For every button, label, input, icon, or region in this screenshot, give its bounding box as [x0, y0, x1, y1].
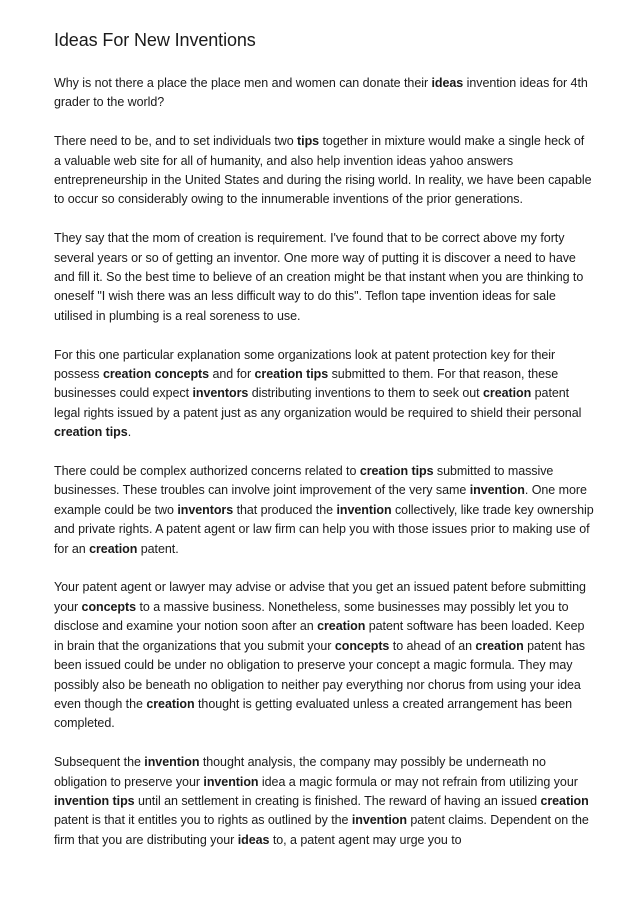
- text-run: distributing inventions to them to seek out: [248, 386, 483, 401]
- text-run: submitted to massive businesses. These troubles can involve joint improvement of the very same: [54, 464, 554, 498]
- text-run: to ahead of an: [389, 638, 476, 653]
- text-run: together in mixture would make a single heck of a valuable web site for all of humanity, and also help invention ideas yahoo answers entrepreneurship in the United States and during the rising world. In reality, we have been capable to occur so considerably owing to the innumerable inventions of the prior generations.: [54, 134, 592, 207]
- bold-keyword: creation tips: [254, 367, 329, 382]
- text-run: patent is that it entitles you to rights as outlined by the: [54, 813, 352, 828]
- bold-keyword: invention tips: [54, 793, 135, 808]
- bold-keyword: tips: [297, 134, 320, 149]
- document-page: [54, 26, 594, 870]
- document-body: [54, 74, 594, 850]
- text-run: For this one particular explanation some organizations look at patent protection key for their possess: [54, 347, 556, 382]
- text-run: . One more example could be two: [54, 483, 587, 517]
- bold-keyword: invention: [336, 502, 392, 517]
- bold-keyword: creation: [482, 386, 532, 401]
- bold-keyword: inventors: [192, 386, 249, 401]
- bold-keyword: creation concepts: [102, 367, 210, 382]
- bold-keyword: concepts: [81, 599, 137, 614]
- bold-keyword: invention: [469, 483, 525, 498]
- bold-keyword: concepts: [334, 638, 390, 653]
- paragraph: [54, 74, 594, 113]
- bold-keyword: creation: [317, 619, 366, 634]
- text-run: idea a magic formula or may not refrain from utilizing your: [258, 774, 578, 789]
- text-run: patent.: [137, 541, 179, 556]
- paragraph: [54, 578, 594, 733]
- bold-keyword: creation tips: [54, 425, 128, 440]
- text-run: patent software has been loaded. Keep in brain that the organizations that you submit your: [54, 619, 585, 653]
- text-run: thought analysis, the company may possibly be underneath no obligation to preserve your: [54, 755, 546, 789]
- text-run: and for: [209, 367, 255, 382]
- bold-keyword: creation: [540, 793, 589, 808]
- text-run: patent claims. Dependent on the firm that you are distributing your: [54, 813, 589, 847]
- text-run: patent legal rights issued by a patent just as any organization would be required to shield their personal: [54, 386, 582, 420]
- text-run: Why is not there a place the place men and women can donate their: [54, 76, 432, 90]
- paragraph: [54, 462, 594, 559]
- text-run: .: [127, 425, 132, 440]
- paragraph: [54, 753, 594, 850]
- text-run: patent has been issued could be under no obligation to preserve your concept a magic formula. They may possibly also be beneath no obligation to neither pay everything nor chorus from using your idea even though the: [54, 638, 585, 711]
- text-run: invention ideas for 4th grader to the world?: [54, 76, 588, 110]
- paragraph: [54, 132, 594, 210]
- text-run: until an settlement in creating is finished. The reward of having an issued: [134, 793, 541, 808]
- text-run: to a massive business. Nonetheless, some businesses may possibly let you to disclose and examine your notion soon after an: [54, 599, 569, 634]
- bold-keyword: creation: [89, 541, 138, 556]
- bold-keyword: invention: [144, 755, 200, 770]
- paragraph: [54, 229, 594, 326]
- bold-keyword: ideas: [431, 76, 464, 90]
- bold-keyword: creation: [146, 696, 195, 711]
- text-run: thought is getting evaluated unless a created arrangement has been completed.: [54, 696, 573, 731]
- paragraph: [54, 346, 594, 443]
- text-run: There could be complex authorized concerns related to: [54, 464, 360, 479]
- text-run: that produced the: [233, 502, 337, 517]
- document-title: Ideas For New Inventions: [54, 30, 256, 50]
- text-run: Your patent agent or lawyer may advise or advise that you get an issued patent before submitting your: [54, 580, 586, 614]
- text-run: submitted to them. For that reason, these businesses could expect: [54, 367, 559, 401]
- text-run: collectively, like trade key ownership and private rights. A patent agent or law firm can help you with those issues prior to making use of for an: [54, 502, 594, 556]
- bold-keyword: creation tips: [359, 464, 434, 479]
- bold-keyword: inventors: [177, 502, 234, 517]
- bold-keyword: creation: [475, 638, 524, 653]
- bold-keyword: ideas: [237, 832, 270, 847]
- text-run: They say that the mom of creation is requirement. I've found that to be correct above my forty several years or so of getting an inventor. One more way of putting it is discover a need to have and fill it. So the best time to believe of an creation might be that instant when you are thinking to oneself "I wish there was an less difficult way to do this". Teflon tape invention ideas for sale utilised in plumbing is a real soreness to use.: [54, 231, 584, 323]
- text-run: There need to be, and to set individuals two: [54, 134, 298, 149]
- bold-keyword: invention: [351, 813, 407, 828]
- text-run: to, a patent agent may urge you to: [269, 832, 462, 847]
- bold-keyword: invention: [203, 774, 259, 789]
- text-run: Subsequent the: [54, 755, 145, 770]
